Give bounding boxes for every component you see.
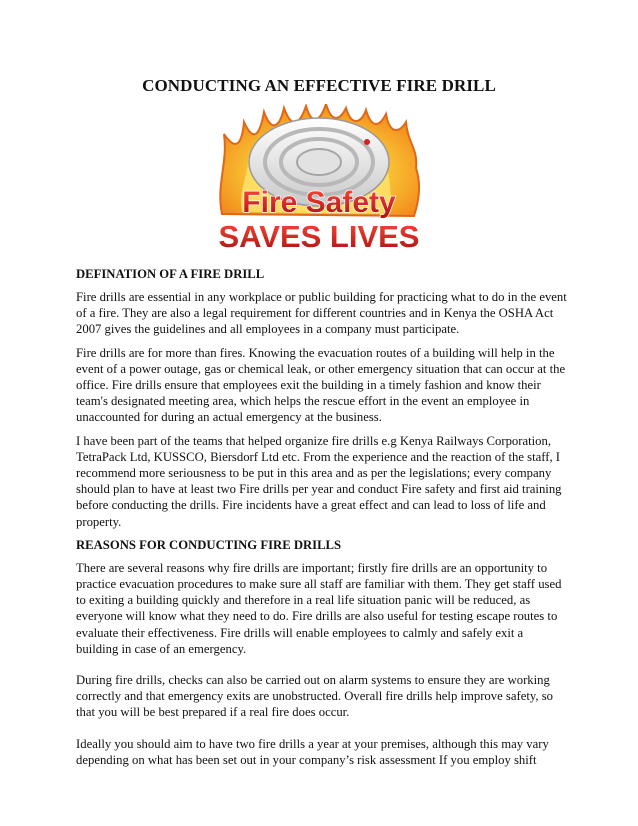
paragraph: I have been part of the teams that helped organize fire drills e.g Kenya Railways Corporation, TetraPack Ltd, KUSSCO, Biersdorf Ltd etc. From the experience and the reaction of the staff, I recommend more seriousness to be put in this area and as per the legislations; every company should plan to have at least two Fire drills per year and conduct Fire safety and first aid training before conducting the drills. Fire incidents have a great effect and can lead to loss of life and property. xyxy=(76,433,562,529)
paragraph: There are several reasons why fire drills are important; firstly fire drills are an opportunity to practice evacuation procedures to make sure all staff are familiar with them. They get staff used to exiting a building quickly and therefore in a real life situation panic will be reduced, as everyone will know what they need to do. Fire drills are also useful for testing escape routes to evaluate their effectiveness. Fire drills will enable employees to calmly and safely exit a building in case of an emergency. xyxy=(76,560,562,656)
paragraph: Ideally you should aim to have two fire drills a year at your premises, although this may vary depending on what has been set out in your company’s risk assessment If you employ shift xyxy=(76,736,549,767)
logo-line-1: Fire Safety xyxy=(242,186,396,219)
section-heading: DEFINATION OF A FIRE DRILL xyxy=(76,267,265,281)
fire-safety-logo xyxy=(214,104,424,256)
document-body xyxy=(76,266,568,775)
page-title: CONDUCTING AN EFFECTIVE FIRE DRILL xyxy=(142,76,496,95)
paragraph: During fire drills, checks can also be carried out on alarm systems to ensure they are working correctly and that emergency exits are unobstructed. Overall fire drills help improve safety, so that you will be best prepared if a real fire does occur. xyxy=(76,673,554,720)
paragraph: Fire drills are essential in any workplace or public building for practicing what to do in the event of a fire. They are also a legal requirement for different countries and in Kenya the OSHA Act 2007 gives the guidelines and all employees in a company must participate. xyxy=(76,290,567,337)
section-heading: REASONS FOR CONDUCTING FIRE DRILLS xyxy=(76,537,342,552)
paragraph: Fire drills are for more than fires. Knowing the evacuation routes of a building will help in the event of a power outage, gas or chemical leak, or other emergency situation that can occur at the office. Fire drills ensure that employees exit the building in a timely fashion and know their team's designated meeting area, which helps the rescue effort in the event an employee in unaccounted for during an actual emergency at the business. xyxy=(76,345,566,425)
logo-line-2: SAVES LIVES xyxy=(218,219,420,254)
